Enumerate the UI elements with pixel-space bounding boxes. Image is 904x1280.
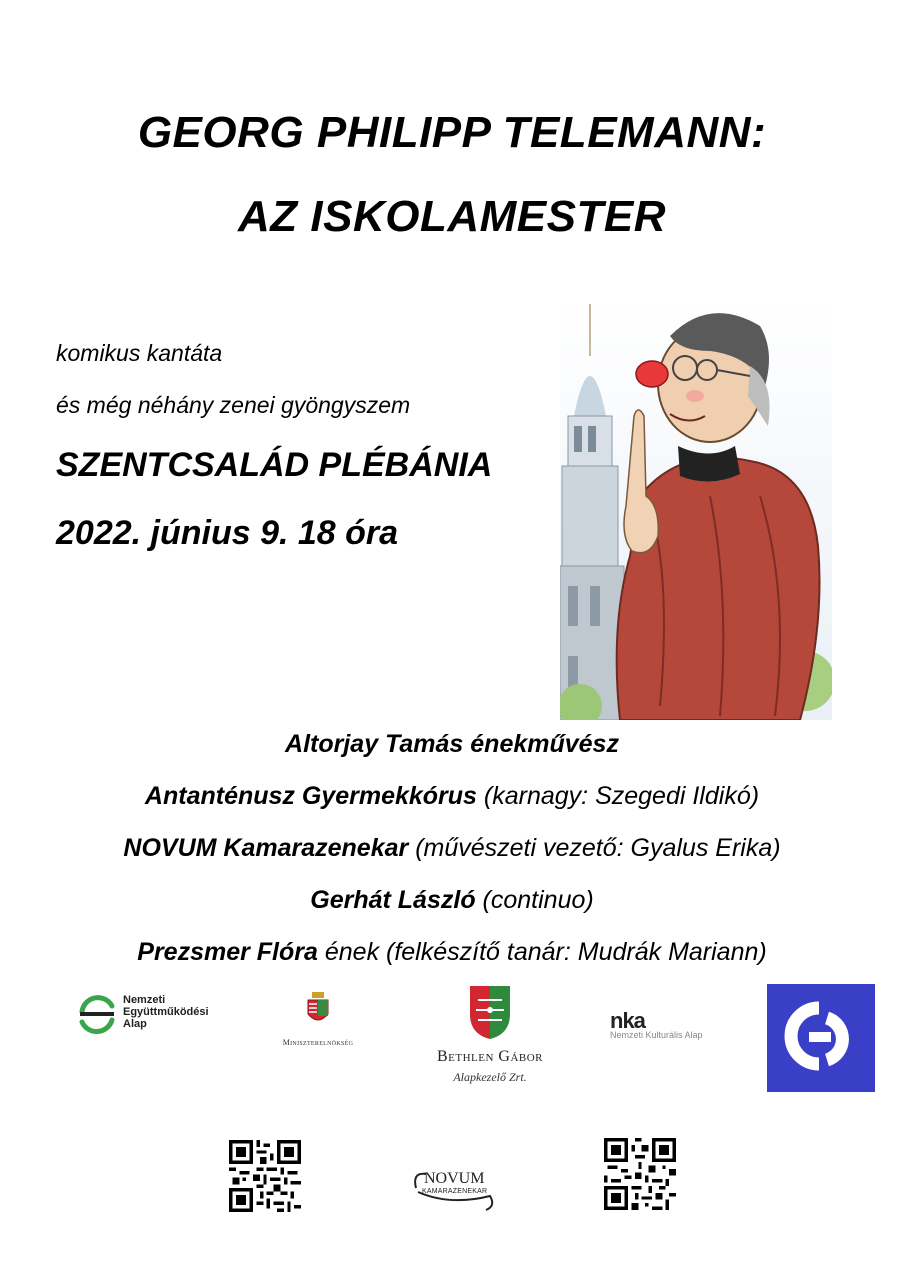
nea-logo-icon: [76, 992, 118, 1036]
blue-cd-logo-icon: [781, 998, 861, 1078]
performer-line-1: Altorjay Tamás énekművész: [285, 730, 619, 758]
performer-line-2: Antanténusz Gyermekkórus (karnagy: Szegedi Ildikó): [144, 782, 760, 810]
nea-line-1: Nemzeti: [123, 994, 166, 1006]
bethlen-name: Bethlen Gábor: [436, 1048, 544, 1065]
nea-line-3: Alap: [123, 1018, 147, 1030]
nea-line-2: Együttműködési: [123, 1006, 209, 1018]
bethlen-logo: [418, 984, 562, 1088]
qr-code-left[interactable]: [229, 1140, 301, 1212]
nea-logo: [76, 992, 226, 1038]
venue: SZENTCSALÁD PLÉBÁNIA: [56, 446, 493, 484]
qr-code-right[interactable]: [604, 1138, 676, 1210]
title-line-2: AZ ISKOLAMESTER: [238, 192, 666, 241]
novum-name: NOVUM: [424, 1170, 485, 1187]
novum-logo: [410, 1166, 498, 1214]
ministry-label: Miniszterelnökség: [282, 1038, 354, 1047]
title-line-1: GEORG PHILIPP TELEMANN:: [137, 108, 767, 157]
subtitle-line-2: és még néhány zenei gyöngyszem: [56, 392, 411, 418]
performer-line-4: Gerhát László (continuo): [310, 886, 594, 914]
bethlen-subline: Alapkezelő Zrt.: [453, 1070, 527, 1084]
schoolmaster-caricature-illustration: [560, 296, 832, 720]
ministry-logo: [262, 990, 374, 1050]
qr-code-right-icon: [604, 1138, 676, 1210]
hungarian-coat-of-arms-icon: [306, 990, 330, 1026]
subtitle-line-1: komikus kantáta: [56, 340, 223, 366]
event-datetime: 2022. június 9. 18 óra: [56, 514, 399, 552]
nka-label: Nemzeti Kulturális Alap: [610, 1030, 703, 1040]
qr-code-left-icon: [229, 1140, 301, 1212]
performer-line-3: NOVUM Kamarazenekar (művészeti vezető: Gyalus Erika): [123, 834, 781, 862]
bethlen-shield-icon: [468, 984, 512, 1040]
novum-subtitle: KAMARAZENEKAR: [422, 1188, 488, 1195]
blue-cd-logo: [767, 984, 875, 1092]
nka-mark: nka: [610, 1008, 645, 1033]
performer-line-5: Prezsmer Flóra ének (felkészítő tanár: Mudrák Mariann): [137, 938, 767, 966]
nka-logo: [610, 1008, 742, 1048]
